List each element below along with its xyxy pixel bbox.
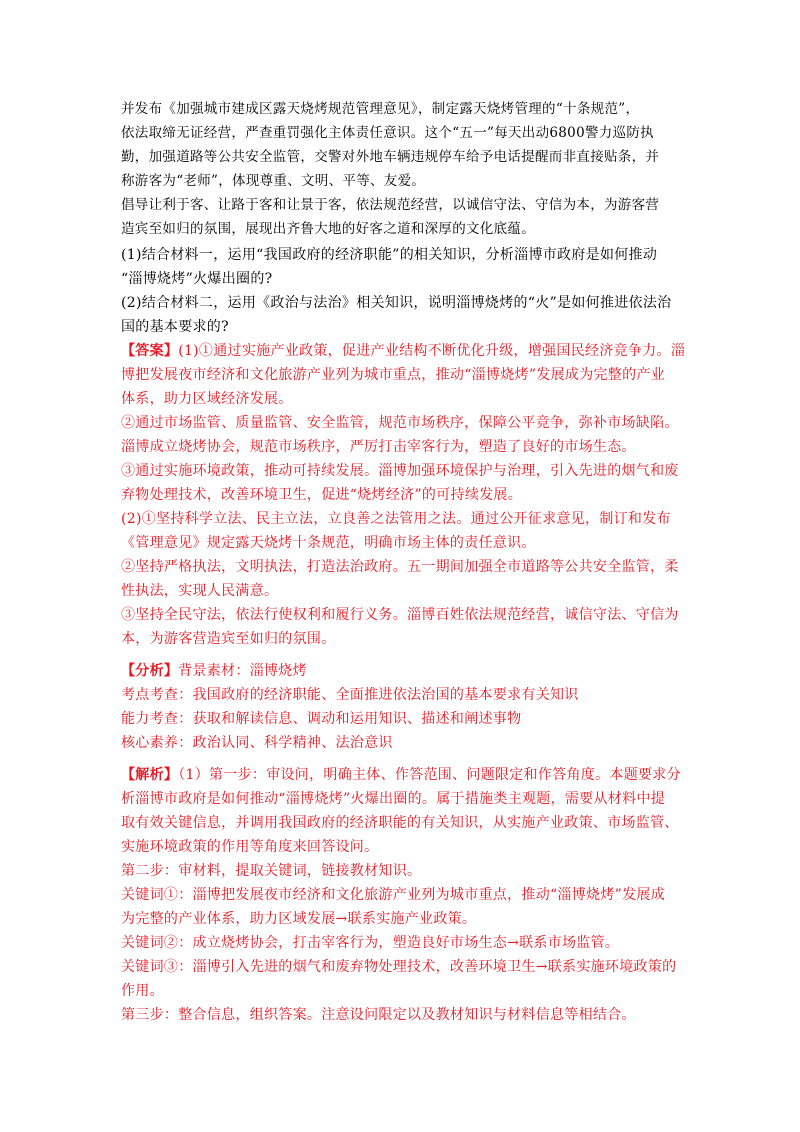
answer-line: ②坚持严格执法，文明执法，打造法治政府。五一期间加强全市道路等公共安全监管，柔 [121, 559, 679, 575]
question-line: (2)结合材料二，运用《政治与法治》相关知识，说明淄博烧烤的“火”是如何推进依法治 [121, 295, 672, 311]
answer-line: 博把发展夜市经济和文化旅游产业列为城市重点，推动“淄博烧烤”发展成为完整的产业 [121, 367, 666, 383]
explanation-line: 取有效关键信息，并调用我国政府的经济职能的有关知识，从实施产业政策、市场监管、 [121, 815, 679, 831]
explanation-line: 为完整的产业体系，助力区域发展→联系实施产业政策。 [121, 911, 477, 927]
answer-tag: 【答案】 [121, 343, 179, 359]
answer-section [121, 339, 686, 651]
explanation-line: 第三步：整合信息，组织答案。注意设问限定以及教材知识与材料信息等相结合。 [121, 1007, 636, 1023]
explanation-line: 关键词②：成立烧烤协会，打击宰客行为，塑造良好市场生态→联系市场监管。 [121, 935, 620, 951]
answer-line: 体系，助力区域经济发展。 [121, 391, 293, 407]
question-line: “淄博烧烤”火爆出圈的? [121, 271, 273, 287]
explanation-line: 关键词③：淄博引入先进的烟气和废弃物处理技术，改善环境卫生→联系实施环境政策的 [121, 959, 677, 975]
analysis-tag: 【分析】 [121, 663, 179, 679]
answer-line: (2)①坚持科学立法、民主立法，立良善之法管用之法。通过公开征求意见，制订和发布 [121, 511, 671, 527]
explanation-first-line [121, 763, 681, 787]
answer-text: (1)①通过实施产业政策，促进产业结构不断优化升级，增强国民经济竞争力。淄 [178, 343, 686, 359]
answer-line: 本，为游客营造宾至如归的氛围。 [121, 631, 336, 647]
explanation-text: （1）第一步：审设问，明确主体、作答范围、问题限定和作答角度。本题要求分 [178, 767, 681, 783]
explanation-line: 析淄博市政府是如何推动“淄博烧烤”火爆出圈的。属于措施类主观题，需要从材料中提 [121, 791, 666, 807]
answer-first-line [121, 339, 686, 363]
material-line: 造宾至如归的氛围，展现出齐鲁大地的好客之道和深厚的文化底蕴。 [121, 221, 535, 237]
explanation-line: 第二步：审材料，提取关键词，链接教材知识。 [121, 863, 422, 879]
question-line: 国的基本要求的? [121, 319, 229, 335]
explanation-section [121, 763, 681, 1027]
answer-line: 性执法，实现人民满意。 [121, 583, 279, 599]
analysis-section [121, 659, 681, 755]
analysis-text: 背景素材：淄博烧烤 [178, 663, 307, 679]
material-line: 并发布《加强城市建成区露天烧烤规范管理意见》，制定露天烧烤管理的“十条规范”， [121, 101, 640, 117]
answer-line: ③坚持全民守法，依法行使权利和履行义务。淄博百姓依法规范经营，诚信守法、守信为 [121, 607, 679, 623]
material-line: 勤，加强道路等公共安全监管，交警对外地车辆违规停车给予电话提醒而非直接贴条，并 [121, 149, 660, 165]
explanation-line: 关键词①：淄博把发展夜市经济和文化旅游产业列为城市重点，推动“淄博烧烤”发展成 [121, 887, 666, 903]
analysis-line: 能力考查：获取和解读信息、调动和运用知识、描述和阐述事物 [121, 711, 522, 727]
material-line: 依法取缔无证经营，严查重罚强化主体责任意识。这个“五一”每天出动6800警力巡防执 [121, 125, 654, 141]
answer-line: 《管理意见》规定露天烧烤十条规范，明确市场主体的责任意识。 [121, 535, 536, 551]
answer-line: 淄博成立烧烤协会，规范市场秩序，严厉打击宰客行为，塑造了良好的市场生态。 [121, 439, 636, 455]
answer-line: ③通过实施环境政策，推动可持续发展。淄博加强环境保护与治理，引入先进的烟气和废 [121, 463, 679, 479]
explanation-tag: 【解析】 [121, 767, 179, 783]
question-line: (1)结合材料一，运用“我国政府的经济职能”的相关知识，分析淄博市政府是如何推动 [121, 247, 658, 263]
answer-line: ②通过市场监管、质量监管、安全监管，规范市场秩序，保障公平竞争，弥补市场缺陷。 [121, 415, 679, 431]
material-text [121, 97, 681, 241]
analysis-first-line [121, 659, 681, 683]
questions [121, 243, 681, 339]
material-line: 称游客为“老师”，体现尊重、文明、平等、友爱。 [121, 173, 426, 189]
material-line: 倡导让利于客、让路于客和让景于客，依法规范经营，以诚信守法、守信为本，为游客营 [121, 197, 660, 213]
explanation-line: 作用。 [121, 983, 164, 999]
analysis-line: 核心素养：政治认同、科学精神、法治意识 [121, 735, 393, 751]
analysis-line: 考点考查：我国政府的经济职能、全面推进依法治国的基本要求有关知识 [121, 687, 579, 703]
explanation-line: 实施环境政策的作用等角度来回答设问。 [121, 839, 379, 855]
answer-line: 弃物处理技术，改善环境卫生，促进“烧烤经济”的可持续发展。 [121, 487, 523, 503]
